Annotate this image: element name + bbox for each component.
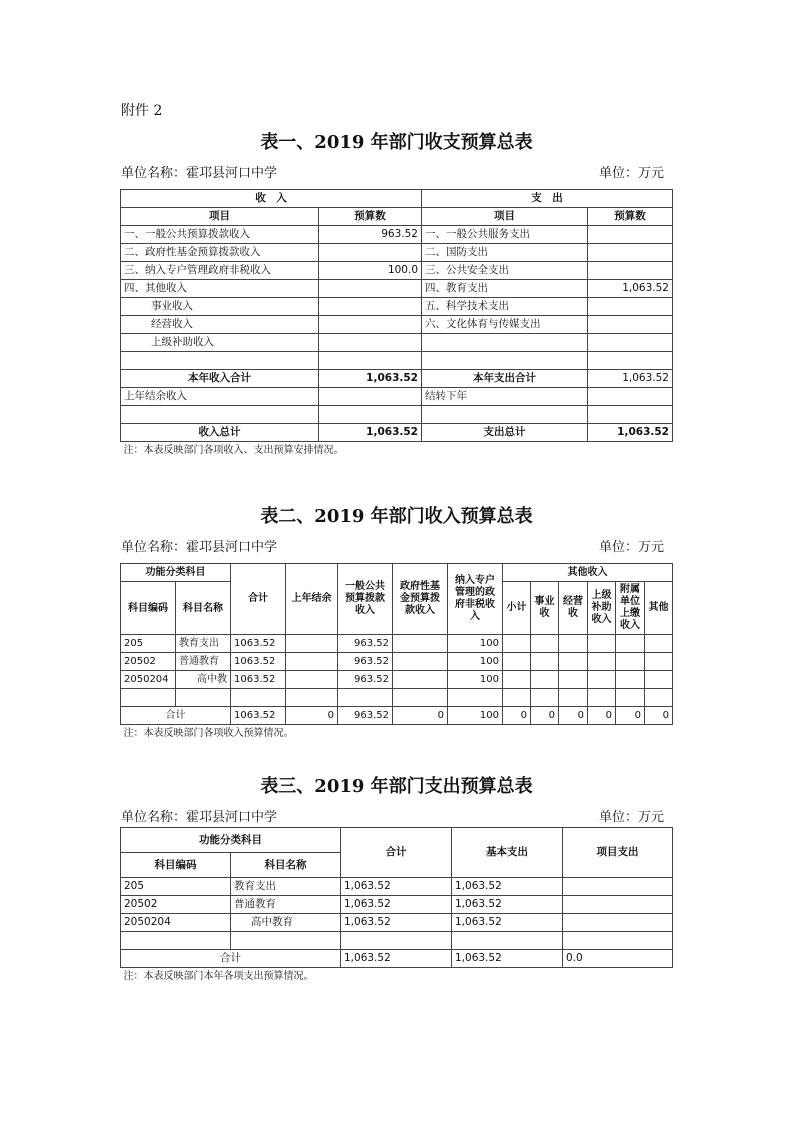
table-row — [121, 653, 673, 671]
empty-cell — [531, 671, 559, 689]
sum-upper: 0 — [588, 707, 616, 725]
expense-item: 四、教育支出 — [422, 280, 588, 298]
table-row — [121, 406, 673, 424]
table1-note: 注：本表反映部门各项收入、支出预算安排情况。 — [121, 442, 673, 460]
table2-unit-name: 单位名称：霍邛县河口中学 — [121, 540, 278, 555]
col-item: 项目 — [121, 208, 319, 226]
income-item: 一、一般公共预算拨款收入 — [121, 226, 319, 244]
empty-cell — [503, 653, 531, 671]
col-subtotal: 小计 — [503, 582, 531, 635]
empty-cell — [393, 653, 448, 671]
table-row — [121, 280, 673, 298]
empty-cell — [616, 635, 645, 653]
total-cell: 1063.52 — [231, 671, 286, 689]
table2-unit: 单位：万元 — [598, 540, 664, 555]
year-expense-total-label: 本年支出合计 — [422, 370, 588, 388]
name-cell: 普通教育 — [231, 896, 341, 914]
col-budget: 预算数 — [319, 208, 422, 226]
income-value — [319, 316, 422, 334]
sum-carry: 0 — [286, 707, 338, 725]
income-value — [319, 298, 422, 316]
income-value: 963.52 — [319, 226, 422, 244]
sum-special: 100 — [448, 707, 503, 725]
empty-cell — [645, 653, 673, 671]
expense-value — [588, 316, 673, 334]
year-income-total-label: 本年收入合计 — [121, 370, 319, 388]
table-row — [121, 424, 673, 442]
table3-unit: 单位：万元 — [598, 810, 664, 825]
general-cell: 963.52 — [338, 635, 393, 653]
table3-unit-name: 单位名称：霍邛县河口中学 — [121, 810, 278, 825]
col-else: 其他 — [645, 582, 673, 635]
empty-cell — [393, 671, 448, 689]
income-header: 收 入 — [121, 190, 422, 208]
table-row — [121, 914, 673, 932]
sum-affil: 0 — [616, 707, 645, 725]
expense-item: 二、国防支出 — [422, 244, 588, 262]
expense-value: 1,063.52 — [588, 280, 673, 298]
income-item: 经营收入 — [121, 316, 319, 334]
empty-cell — [503, 635, 531, 653]
sum-label: 合计 — [121, 707, 231, 725]
col-general: 一般公共预算拨款收入 — [338, 564, 393, 635]
table-row — [121, 388, 673, 406]
empty-cell — [616, 653, 645, 671]
table-row — [121, 226, 673, 244]
basic-cell: 1,063.52 — [452, 878, 563, 896]
expense-item: 三、公共安全支出 — [422, 262, 588, 280]
empty-cell — [341, 932, 452, 950]
income-item: 四、其他收入 — [121, 280, 319, 298]
empty-cell — [588, 635, 616, 653]
table3-note: 注：本表反映部门本年各项支出预算情况。 — [121, 968, 673, 986]
sum-else: 0 — [645, 707, 673, 725]
col-fund: 政府性基金预算拨款收入 — [393, 564, 448, 635]
col-op: 经营收 — [559, 582, 588, 635]
col-affil: 附属单位上缴收入 — [616, 582, 645, 635]
table1-title: 表一、2019 年部门收支预算总表 — [260, 132, 533, 153]
empty-cell — [121, 932, 231, 950]
func-class-header: 功能分类科目 — [121, 564, 231, 582]
expense-value — [588, 298, 673, 316]
sum-general: 963.52 — [338, 707, 393, 725]
income-expense-table — [120, 189, 673, 459]
year-expense-total: 1,063.52 — [588, 370, 673, 388]
grand-income-label: 收入总计 — [121, 424, 319, 442]
carry-in-label: 上年结余收入 — [121, 388, 319, 406]
empty-cell — [588, 653, 616, 671]
col-total: 合计 — [231, 564, 286, 635]
empty-cell — [588, 406, 673, 424]
empty-cell — [588, 388, 673, 406]
table-row — [121, 950, 673, 968]
empty-cell — [448, 689, 503, 707]
col-biz: 事业收 — [531, 582, 559, 635]
table-row — [121, 352, 673, 370]
expense-item: 一、一般公共服务支出 — [422, 226, 588, 244]
other-income-header: 其他收入 — [503, 564, 673, 582]
empty-cell — [559, 635, 588, 653]
total-cell: 1,063.52 — [341, 896, 452, 914]
empty-cell — [286, 653, 338, 671]
total-cell: 1,063.52 — [341, 914, 452, 932]
expense-value — [588, 262, 673, 280]
empty-cell — [319, 406, 422, 424]
table-row — [121, 316, 673, 334]
code-cell: 205 — [121, 635, 176, 653]
empty-cell — [503, 689, 531, 707]
empty-cell — [645, 689, 673, 707]
income-item: 三、纳入专户管理政府非税收入 — [121, 262, 319, 280]
sum-project: 0.0 — [563, 950, 673, 968]
sum-total: 1,063.52 — [341, 950, 452, 968]
income-item: 上级补助收入 — [121, 334, 319, 352]
empty-cell — [531, 653, 559, 671]
sum-subtotal: 0 — [503, 707, 531, 725]
table-row — [121, 244, 673, 262]
table-row — [121, 896, 673, 914]
empty-cell — [645, 671, 673, 689]
col-special: 纳入专户管理的政府非税收入 — [448, 564, 503, 635]
empty-cell — [231, 932, 341, 950]
empty-cell — [393, 635, 448, 653]
table-row — [121, 334, 673, 352]
sum-biz: 0 — [531, 707, 559, 725]
table2-note: 注：本表反映部门各项收入预算情况。 — [121, 725, 673, 743]
total-cell: 1063.52 — [231, 653, 286, 671]
col-name: 科目名称 — [176, 582, 231, 635]
sum-total: 1063.52 — [231, 707, 286, 725]
name-cell: 教育支出 — [176, 635, 231, 653]
col-carry: 上年结余 — [286, 564, 338, 635]
sum-fund: 0 — [393, 707, 448, 725]
empty-cell — [286, 635, 338, 653]
col-name: 科目名称 — [231, 853, 341, 878]
empty-cell — [588, 689, 616, 707]
expense-item — [422, 334, 588, 352]
code-cell: 205 — [121, 878, 231, 896]
func-class-header: 功能分类科目 — [121, 828, 341, 853]
table1-unit-name: 单位名称：霍邛县河口中学 — [121, 166, 278, 181]
name-cell: 教育支出 — [231, 878, 341, 896]
expense-budget-table — [120, 827, 673, 985]
total-cell: 1063.52 — [231, 635, 286, 653]
income-value — [319, 334, 422, 352]
table-row — [121, 262, 673, 280]
empty-cell — [231, 689, 286, 707]
table1-unit: 单位：万元 — [598, 166, 664, 181]
table2-title: 表二、2019 年部门收入预算总表 — [260, 506, 533, 527]
empty-cell — [503, 671, 531, 689]
special-cell: 100 — [448, 653, 503, 671]
empty-cell — [616, 671, 645, 689]
income-item: 二、政府性基金预算拨款收入 — [121, 244, 319, 262]
col-project: 项目支出 — [563, 828, 673, 878]
expense-item: 五、科学技术支出 — [422, 298, 588, 316]
code-cell: 2050204 — [121, 914, 231, 932]
income-budget-table — [120, 563, 673, 742]
table-row — [121, 635, 673, 653]
col-item: 项目 — [422, 208, 588, 226]
empty-cell — [338, 689, 393, 707]
empty-cell — [563, 914, 673, 932]
empty-cell — [563, 878, 673, 896]
income-item: 事业收入 — [121, 298, 319, 316]
code-cell: 2050204 — [121, 671, 176, 689]
empty-cell — [393, 689, 448, 707]
empty-cell — [588, 671, 616, 689]
table-row — [121, 932, 673, 950]
empty-cell — [531, 689, 559, 707]
grand-expense-total: 1,063.52 — [588, 424, 673, 442]
col-total: 合计 — [341, 828, 452, 878]
general-cell: 963.52 — [338, 653, 393, 671]
empty-cell — [616, 689, 645, 707]
empty-cell — [176, 689, 231, 707]
special-cell: 100 — [448, 671, 503, 689]
year-income-total: 1,063.52 — [319, 370, 422, 388]
col-basic: 基本支出 — [452, 828, 563, 878]
expense-item: 六、文化体育与传媒支出 — [422, 316, 588, 334]
col-code: 科目编码 — [121, 582, 176, 635]
expense-value — [588, 244, 673, 262]
code-cell: 20502 — [121, 653, 176, 671]
empty-cell — [588, 352, 673, 370]
sum-basic: 1,063.52 — [452, 950, 563, 968]
income-value: 100.0 — [319, 262, 422, 280]
attachment-label: 附件 2 — [121, 103, 163, 119]
name-cell: 普通教育 — [176, 653, 231, 671]
basic-cell: 1,063.52 — [452, 896, 563, 914]
empty-cell — [319, 352, 422, 370]
empty-cell — [559, 671, 588, 689]
empty-cell — [563, 896, 673, 914]
empty-cell — [121, 352, 319, 370]
empty-cell — [452, 932, 563, 950]
name-cell: 高中教 — [176, 671, 231, 689]
sum-label: 合计 — [121, 950, 341, 968]
special-cell: 100 — [448, 635, 503, 653]
empty-cell — [645, 635, 673, 653]
empty-cell — [531, 635, 559, 653]
grand-expense-label: 支出总计 — [422, 424, 588, 442]
table-row — [121, 689, 673, 707]
basic-cell: 1,063.52 — [452, 914, 563, 932]
table3-title: 表三、2019 年部门支出预算总表 — [260, 776, 533, 797]
empty-cell — [563, 932, 673, 950]
general-cell: 963.52 — [338, 671, 393, 689]
empty-cell — [422, 406, 588, 424]
empty-cell — [319, 388, 422, 406]
table-row — [121, 707, 673, 725]
col-code: 科目编码 — [121, 853, 231, 878]
grand-income-total: 1,063.52 — [319, 424, 422, 442]
expense-value — [588, 334, 673, 352]
carry-out-label: 结转下年 — [422, 388, 588, 406]
empty-cell — [422, 352, 588, 370]
code-cell: 20502 — [121, 896, 231, 914]
empty-cell — [559, 653, 588, 671]
name-cell: 高中教育 — [231, 914, 341, 932]
col-budget: 预算数 — [588, 208, 673, 226]
table-row — [121, 671, 673, 689]
empty-cell — [121, 689, 176, 707]
expense-value — [588, 226, 673, 244]
empty-cell — [121, 406, 319, 424]
empty-cell — [559, 689, 588, 707]
table-row — [121, 878, 673, 896]
total-cell: 1,063.52 — [341, 878, 452, 896]
empty-cell — [286, 671, 338, 689]
income-value — [319, 280, 422, 298]
expense-header: 支 出 — [422, 190, 673, 208]
sum-op: 0 — [559, 707, 588, 725]
col-upper: 上级补助收入 — [588, 582, 616, 635]
income-value — [319, 244, 422, 262]
table-row — [121, 370, 673, 388]
table-row — [121, 298, 673, 316]
empty-cell — [286, 689, 338, 707]
